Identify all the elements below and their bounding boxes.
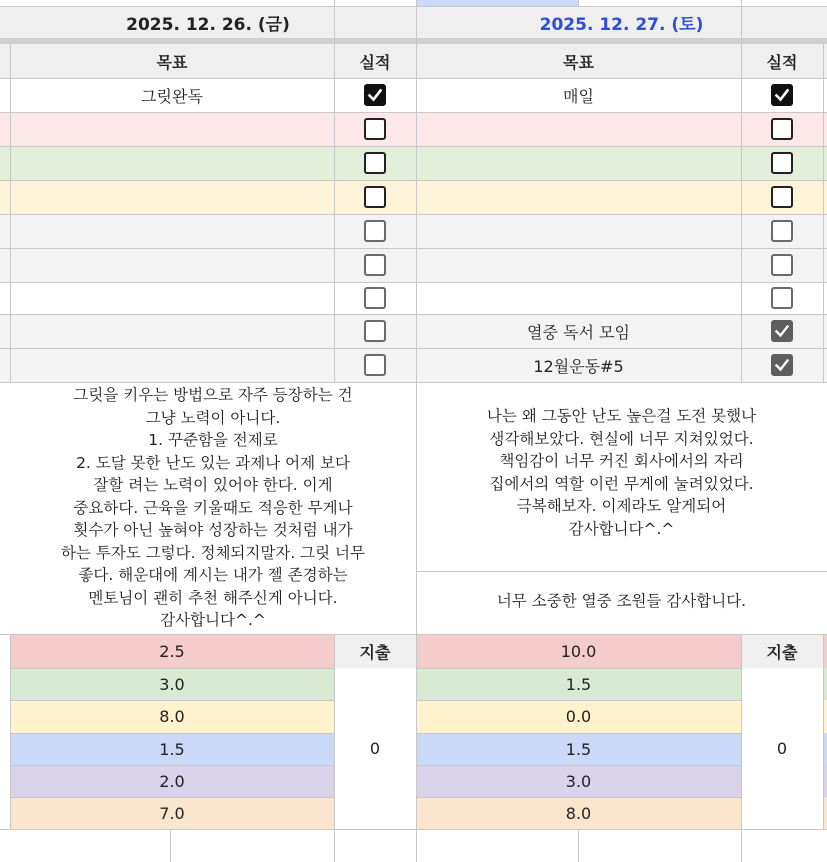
goal-cell-day1-5[interactable] bbox=[10, 214, 334, 248]
gridline-h-values bbox=[416, 700, 741, 701]
gridline-h-values bbox=[416, 797, 741, 798]
gridline-v bbox=[334, 634, 335, 862]
check-cell-day2-4 bbox=[741, 180, 823, 214]
gridline-v bbox=[823, 634, 824, 829]
goal-cell-day1-4[interactable] bbox=[10, 180, 334, 214]
check-cell-day2-3 bbox=[741, 146, 823, 180]
goal-cell-day2-9[interactable]: 12월운동#5 bbox=[533, 356, 624, 376]
gridline-v bbox=[170, 829, 171, 862]
checkbox-day1-8[interactable] bbox=[364, 320, 386, 342]
gridline-v bbox=[334, 0, 335, 382]
goal-cell-day1-6[interactable] bbox=[10, 248, 334, 282]
expense-header-day2: 지출 bbox=[741, 634, 823, 668]
value-cell-day1-4[interactable]: 1.5 bbox=[10, 733, 334, 765]
gridline-h bbox=[0, 78, 827, 79]
expense-value-day2[interactable]: 0 bbox=[741, 668, 823, 829]
gridline-h bbox=[0, 180, 827, 181]
checkbox-day1-3[interactable] bbox=[364, 152, 386, 174]
gridline-h-values bbox=[10, 733, 334, 734]
value-cell-day1-6[interactable]: 7.0 bbox=[10, 797, 334, 829]
value-cell-day2-6[interactable]: 8.0 bbox=[416, 797, 741, 829]
check-cell-day1-4 bbox=[334, 180, 416, 214]
gridline-h-values bbox=[416, 733, 741, 734]
memo-day2[interactable]: 나는 왜 그동안 난도 높은걸 도전 못했나 생각해보았다. 현실에 너무 지쳐있었다. 책임감이 너무 커진 회사에서의 자리 집에서의 역할 이런 무게에 눌려있었다. 극복해보자. 이제라도 알게되어 감사합니다^.^ bbox=[486, 407, 757, 538]
result-header-day2: 실적 bbox=[766, 52, 798, 72]
check-cell-day1-8 bbox=[334, 314, 416, 348]
goal-cell-day1-7[interactable] bbox=[10, 282, 334, 314]
gridline-h bbox=[0, 634, 827, 635]
goal-cell-day1-1[interactable]: 그릿완독 bbox=[141, 86, 203, 106]
value-cell-day2-2[interactable]: 1.5 bbox=[416, 668, 741, 700]
expense-header-day1: 지출 bbox=[334, 634, 416, 668]
goal-cell-day2-2[interactable] bbox=[416, 112, 741, 146]
gridline-v bbox=[10, 634, 11, 829]
gridline-h bbox=[0, 6, 827, 7]
check-cell-day1-1 bbox=[334, 78, 416, 112]
goal-cell-day1-9[interactable] bbox=[10, 348, 334, 382]
value-cell-day2-4[interactable]: 1.5 bbox=[416, 733, 741, 765]
gridline-h bbox=[0, 282, 827, 283]
checkbox-day2-3[interactable] bbox=[771, 152, 793, 174]
gridline-h-memo-day2 bbox=[416, 571, 827, 572]
checkbox-day1-9[interactable] bbox=[364, 354, 386, 376]
check-cell-day1-3 bbox=[334, 146, 416, 180]
value-cell-day1-3[interactable]: 8.0 bbox=[10, 700, 334, 733]
check-cell-day2-1 bbox=[741, 78, 823, 112]
checkbox-day2-7[interactable] bbox=[771, 287, 793, 309]
check-cell-day1-2 bbox=[334, 112, 416, 146]
goal-cell-day2-7[interactable] bbox=[416, 282, 741, 314]
checkbox-day1-6[interactable] bbox=[364, 254, 386, 276]
date-label-day2: 2025. 12. 27. (토) bbox=[539, 14, 704, 35]
goal-cell-day2-4[interactable] bbox=[416, 180, 741, 214]
gridline-h bbox=[0, 382, 827, 383]
goal-cell-day1-8[interactable] bbox=[10, 314, 334, 348]
value-cell-day1-1[interactable]: 2.5 bbox=[10, 634, 334, 668]
checkbox-day1-2[interactable] bbox=[364, 118, 386, 140]
check-cell-day2-6 bbox=[741, 248, 823, 282]
gridline-v bbox=[416, 0, 417, 862]
goal-cell-day2-8[interactable]: 열중 독서 모임 bbox=[527, 322, 630, 342]
gridline-v bbox=[823, 44, 824, 382]
check-cell-day1-7 bbox=[334, 282, 416, 314]
goal-cell-day1-2[interactable] bbox=[10, 112, 334, 146]
checkbox-day2-9[interactable] bbox=[771, 354, 793, 376]
checkbox-day2-8[interactable] bbox=[771, 320, 793, 342]
gridline-v bbox=[741, 0, 742, 382]
gridline-h-values bbox=[10, 668, 334, 669]
goal-cell-day2-3[interactable] bbox=[416, 146, 741, 180]
gridline-h-values bbox=[10, 765, 334, 766]
goal-header-day1: 목표 bbox=[156, 52, 188, 72]
value-cell-day1-5[interactable]: 2.0 bbox=[10, 765, 334, 797]
memo-day1[interactable]: 그릿을 키우는 방법으로 자주 등장하는 건 그냥 노력이 아니다. 1. 꾸준함을 전제로 2. 도달 못한 난도 있는 과제나 어제 보다 잘할 려는 노력이 있어야 한다. 이게 중요하다. 근육을 키울때도 적응한 무게나 횟수가 아닌 높혀야 성장하는 것처럼 내가 하는 투자도 그렇다. 정체되지말자. 그릿 너무 좋다. 해운대에 계시는 내가 젤 존경하는 멘토님이 괜히 추천 해주신게 아니다. 감사합니다^.^ bbox=[60, 386, 365, 629]
checkbox-day2-1[interactable] bbox=[771, 84, 793, 106]
check-cell-day2-8 bbox=[741, 314, 823, 348]
checkbox-day1-1[interactable] bbox=[364, 84, 386, 106]
checkbox-day1-4[interactable] bbox=[364, 186, 386, 208]
checkbox-day2-5[interactable] bbox=[771, 220, 793, 242]
check-cell-day2-5 bbox=[741, 214, 823, 248]
gridline-v bbox=[10, 44, 11, 382]
gridline-h bbox=[0, 348, 827, 349]
checkbox-day2-4[interactable] bbox=[771, 186, 793, 208]
gridline-h bbox=[0, 214, 827, 215]
checkbox-day2-2[interactable] bbox=[771, 118, 793, 140]
gridline-h bbox=[0, 248, 827, 249]
result-header-day1: 실적 bbox=[359, 52, 391, 72]
goal-cell-day2-5[interactable] bbox=[416, 214, 741, 248]
gridline-h bbox=[0, 314, 827, 315]
check-cell-day2-9 bbox=[741, 348, 823, 382]
goal-cell-day2-1[interactable]: 매일 bbox=[563, 86, 594, 106]
goal-cell-day1-3[interactable] bbox=[10, 146, 334, 180]
gridline-h-values bbox=[10, 700, 334, 701]
check-cell-day2-2 bbox=[741, 112, 823, 146]
check-cell-day1-6 bbox=[334, 248, 416, 282]
gridline-h bbox=[0, 112, 827, 113]
gridline-v bbox=[578, 0, 579, 6]
gridline-h bbox=[0, 146, 827, 147]
goal-cell-day2-6[interactable] bbox=[416, 248, 741, 282]
expense-value-day1[interactable]: 0 bbox=[334, 668, 416, 829]
gridline-h-values bbox=[416, 765, 741, 766]
gridline-h bbox=[0, 829, 827, 830]
value-cell-day2-1[interactable]: 10.0 bbox=[416, 634, 741, 668]
checkbox-day1-5[interactable] bbox=[364, 220, 386, 242]
gridline-v bbox=[578, 829, 579, 862]
check-cell-day1-5 bbox=[334, 214, 416, 248]
check-cell-day2-7 bbox=[741, 282, 823, 314]
gridline-v bbox=[741, 634, 742, 862]
value-cell-day2-5[interactable]: 3.0 bbox=[416, 765, 741, 797]
value-cell-day1-2[interactable]: 3.0 bbox=[10, 668, 334, 700]
checkbox-day1-7[interactable] bbox=[364, 287, 386, 309]
memo2-day2[interactable]: 너무 소중한 열중 조원들 감사합니다. bbox=[496, 592, 747, 610]
value-cell-day2-3[interactable]: 0.0 bbox=[416, 700, 741, 733]
date-label-day1: 2025. 12. 26. (금) bbox=[126, 14, 290, 35]
goal-header-day2: 목표 bbox=[563, 52, 594, 72]
checkbox-day2-6[interactable] bbox=[771, 254, 793, 276]
gridline-h-values bbox=[10, 797, 334, 798]
gridline-h-values bbox=[416, 668, 741, 669]
check-cell-day1-9 bbox=[334, 348, 416, 382]
